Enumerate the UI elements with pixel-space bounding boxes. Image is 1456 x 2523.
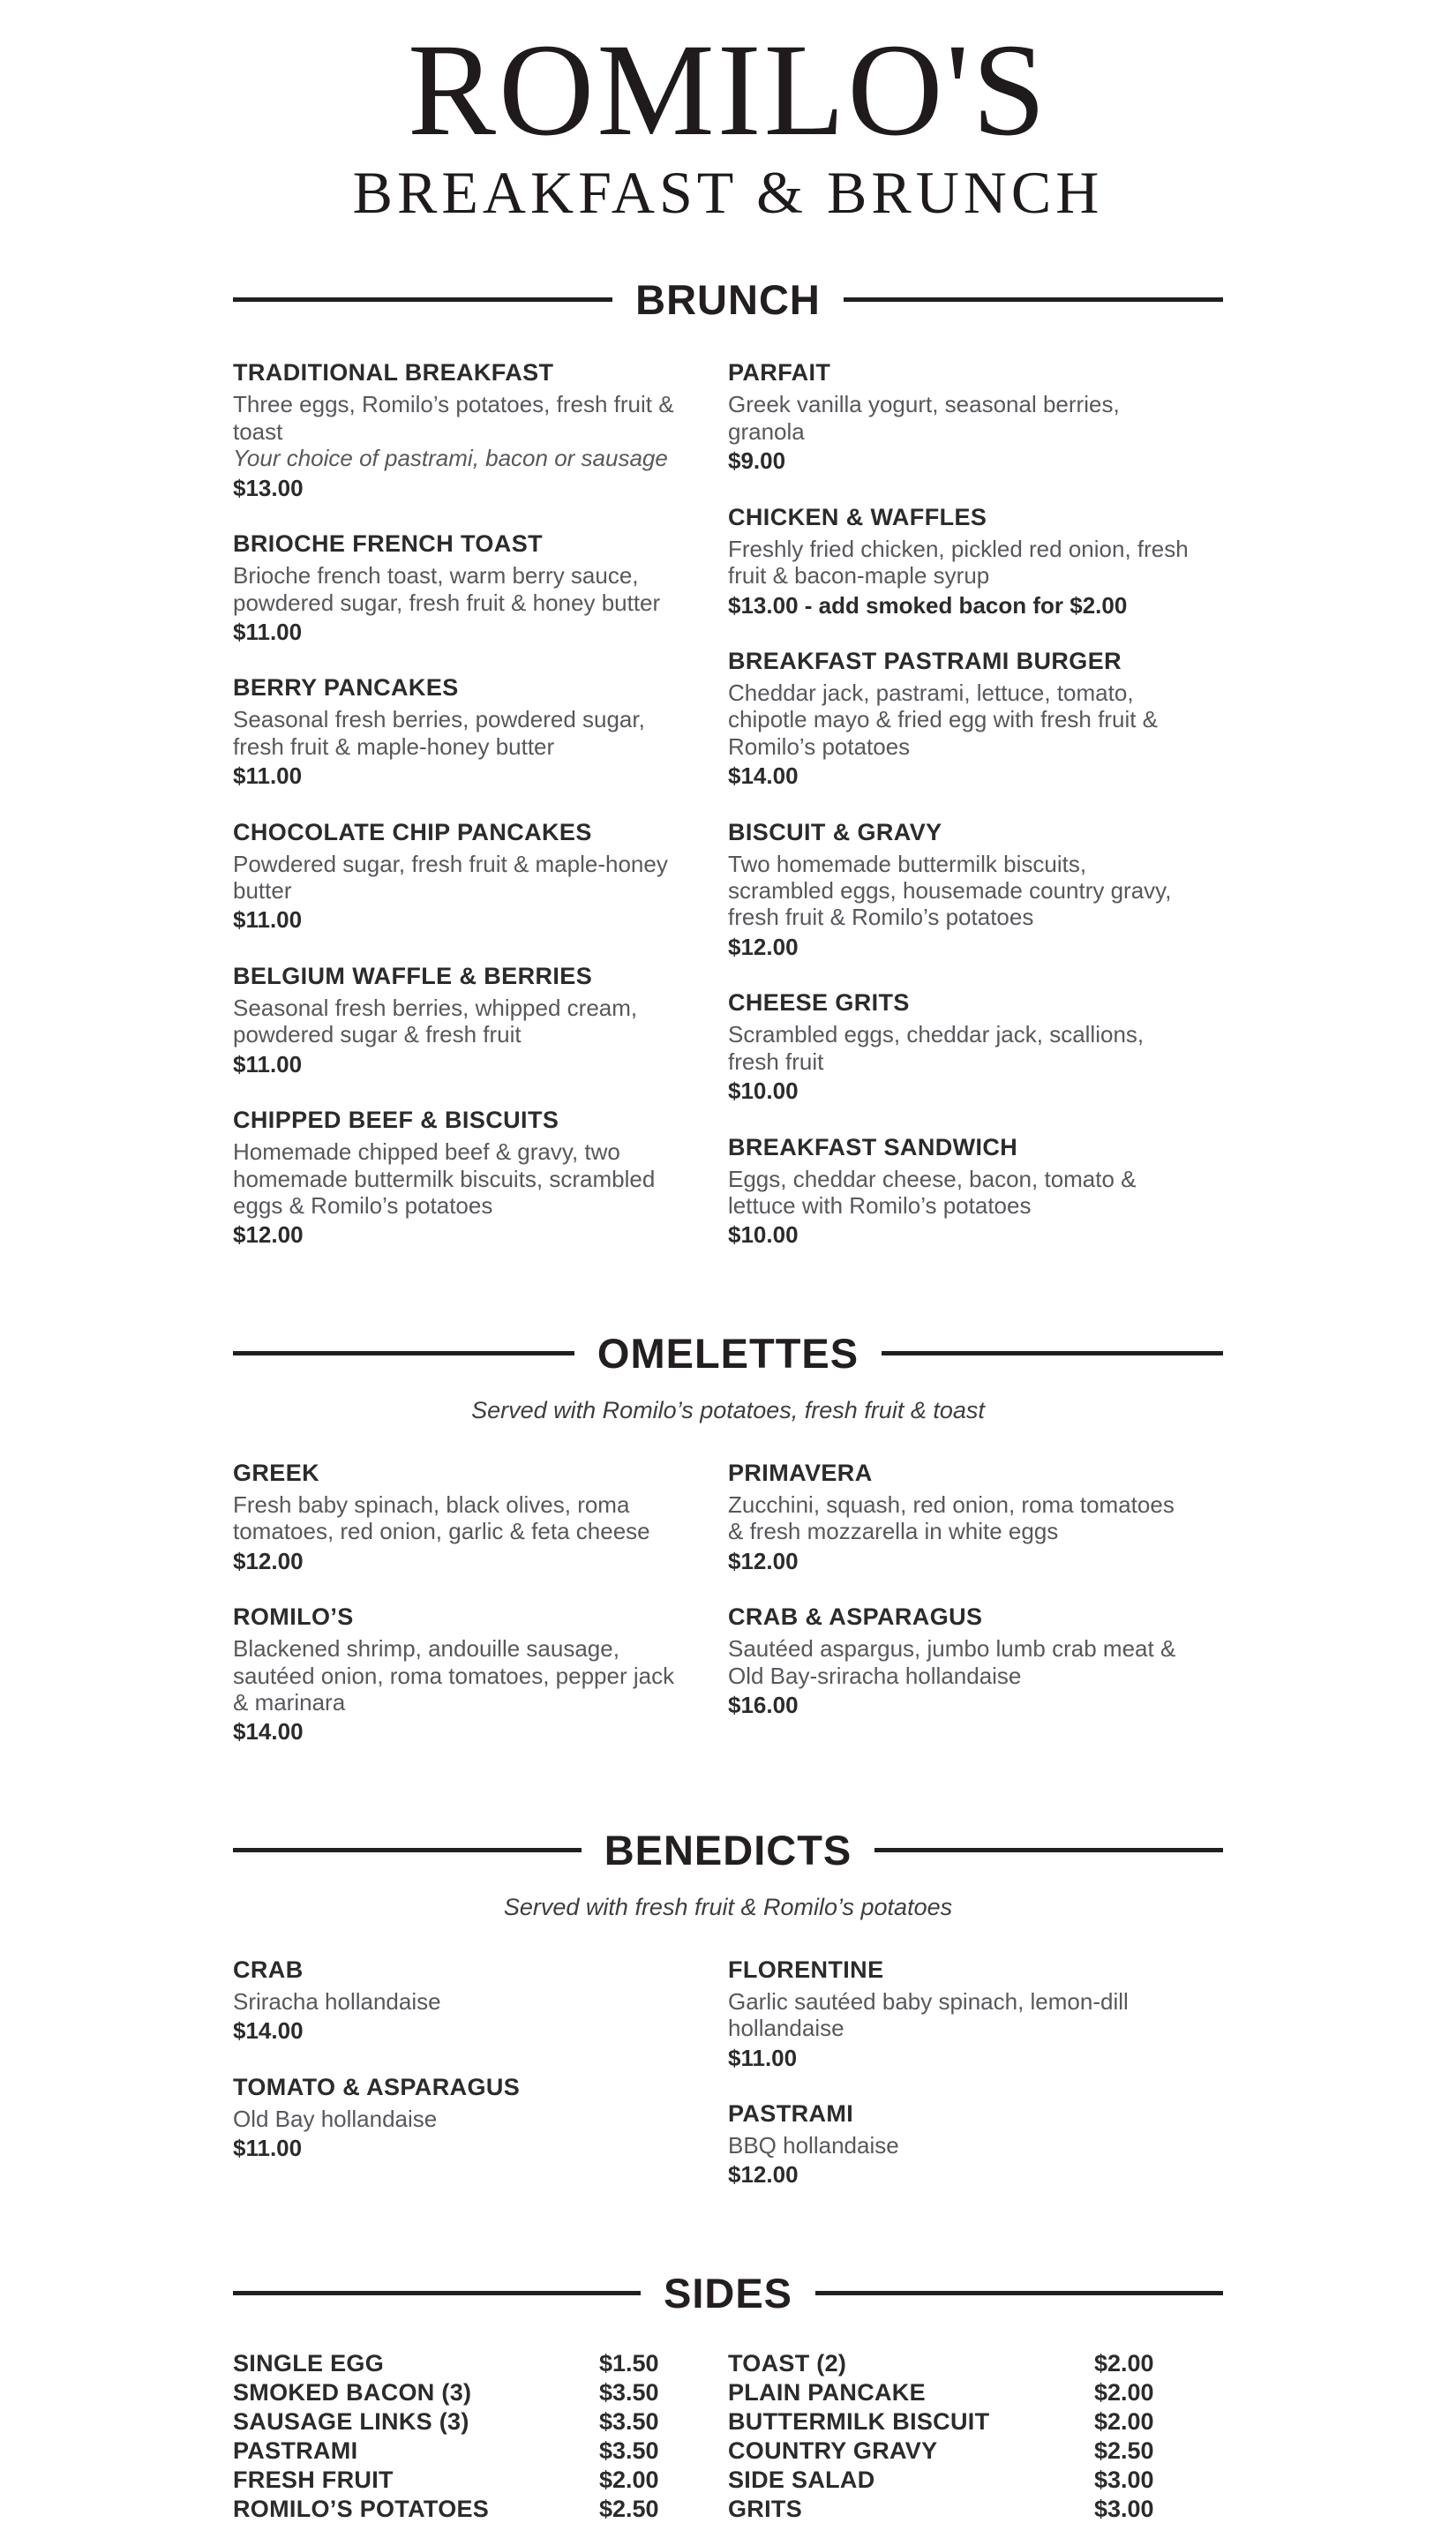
menu-column xyxy=(233,359,728,1277)
side-price: $2.50 xyxy=(599,2495,659,2522)
item-name: PASTRAMI xyxy=(728,2100,854,2127)
item-price: $12.00 xyxy=(728,933,799,960)
menu-item xyxy=(233,1603,694,1746)
item-description: BBQ hollandaise xyxy=(728,2132,899,2159)
side-price: $2.00 xyxy=(599,2466,659,2493)
item-name: BELGIUM WAFFLE & BERRIES xyxy=(233,962,593,989)
brand-header xyxy=(0,0,1456,224)
item-description: Powdered sugar, fresh fruit & maple-honey butter xyxy=(233,850,668,905)
side-name: TOAST (2) xyxy=(728,2349,847,2377)
section-title: OMELETTES xyxy=(597,1329,859,1377)
side-item xyxy=(728,2378,1190,2407)
section-header-omelettes xyxy=(233,1329,1223,1378)
menu-item xyxy=(728,648,1190,790)
item-name: TOMATO & ASPARAGUS xyxy=(233,2073,521,2100)
item-price: $10.00 xyxy=(728,1221,799,1249)
side-price: $3.50 xyxy=(599,2437,659,2464)
item-price: $12.00 xyxy=(233,1221,304,1249)
item-description: Cheddar jack, pastrami, lettuce, tomato, chipotle mayo & fried egg with fresh fruit & Romilo’s potatoes xyxy=(728,679,1159,760)
item-description: Freshly fried chicken, pickled red onion, fresh fruit & bacon-maple syrup xyxy=(728,535,1189,589)
section-divider-left xyxy=(233,2291,641,2295)
side-name: PLAIN PANCAKE xyxy=(728,2378,926,2406)
menu-item xyxy=(233,2074,694,2162)
item-description: Brioche french toast, warm berry sauce, powdered sugar, fresh fruit & honey butter xyxy=(233,562,661,616)
sides-column xyxy=(728,2349,1223,2523)
menu-item xyxy=(728,1603,1190,1718)
item-price: $11.00 xyxy=(233,1050,303,1078)
menu-item xyxy=(728,504,1190,619)
side-item xyxy=(233,2437,694,2466)
item-name: TRADITIONAL BREAKFAST xyxy=(233,359,554,387)
section-divider-right xyxy=(874,1848,1223,1852)
side-name: COUNTRY GRAVY xyxy=(728,2437,938,2464)
section-title: BENEDICTS xyxy=(604,1826,852,1873)
item-name: CRAB xyxy=(233,1956,304,1983)
restaurant-title: ROMILO'S xyxy=(407,17,1049,163)
section-divider-right xyxy=(815,2291,1223,2295)
item-price: $9.00 xyxy=(728,447,786,475)
side-item xyxy=(728,2349,1190,2378)
item-description: Garlic sautéed baby spinach, lemon-dill hollandaise xyxy=(728,1987,1129,2042)
section-benedicts xyxy=(233,1826,1223,2218)
item-name: FLORENTINE xyxy=(728,1956,884,1983)
item-price: $13.00 - add smoked bacon for $2.00 xyxy=(728,591,1128,619)
side-price: $2.00 xyxy=(1094,2349,1154,2377)
menu-column xyxy=(233,1956,728,2218)
item-choice-note: Your choice of pastrami, bacon or sausage xyxy=(233,445,668,472)
item-price: $12.00 xyxy=(728,2161,799,2189)
item-description: Fresh baby spinach, black olives, roma tomatoes, red onion, garlic & feta cheese xyxy=(233,1491,650,1545)
side-item xyxy=(728,2437,1190,2466)
section-divider-right xyxy=(882,1351,1223,1355)
item-name: BREAKFAST PASTRAMI BURGER xyxy=(728,647,1122,674)
item-price: $11.00 xyxy=(233,906,303,934)
sides-column xyxy=(233,2349,728,2523)
item-name: BREAKFAST SANDWICH xyxy=(728,1133,1018,1160)
menu-item xyxy=(233,1956,694,2045)
item-price: $11.00 xyxy=(233,2135,303,2162)
menu-item xyxy=(233,963,694,1078)
side-name: SIDE SALAD xyxy=(728,2466,875,2493)
section-divider-left xyxy=(233,297,612,302)
side-price: $1.50 xyxy=(599,2349,659,2377)
section-title: BRUNCH xyxy=(635,276,821,324)
menu-item xyxy=(728,1460,1190,1574)
section-header-brunch xyxy=(233,275,1223,324)
section-title: SIDES xyxy=(663,2269,793,2317)
menu-item xyxy=(728,2100,1190,2189)
side-name: SAUSAGE LINKS (3) xyxy=(233,2407,469,2435)
item-name: BRIOCHE FRENCH TOAST xyxy=(233,530,544,558)
item-description: Sriracha hollandaise xyxy=(233,1987,441,2015)
side-name: ROMILO’S POTATOES xyxy=(233,2495,490,2522)
restaurant-subtitle: BREAKFAST & BRUNCH xyxy=(352,159,1104,226)
item-name: CHIPPED BEEF & BISCUITS xyxy=(233,1107,559,1134)
item-price: $16.00 xyxy=(728,1691,799,1718)
item-price: $14.00 xyxy=(728,762,799,790)
menu-sections xyxy=(0,275,1456,2523)
section-omelettes xyxy=(233,1329,1223,1775)
item-description: Homemade chipped beef & gravy, two homemade buttermilk biscuits, scrambled eggs & Romilo’s potatoes xyxy=(233,1138,656,1219)
side-price: $3.00 xyxy=(1094,2466,1154,2493)
section-divider-left xyxy=(233,1848,582,1852)
item-name: BISCUIT & GRAVY xyxy=(728,818,942,845)
item-price: $12.00 xyxy=(728,1547,799,1574)
section-header-benedicts xyxy=(233,1826,1223,1874)
item-name: GREEK xyxy=(233,1459,320,1486)
section-brunch xyxy=(233,275,1223,1277)
side-item xyxy=(233,2349,694,2378)
side-item xyxy=(233,2407,694,2437)
item-price: $10.00 xyxy=(728,1078,799,1105)
side-price: $2.00 xyxy=(1094,2407,1154,2435)
section-header-sides xyxy=(233,2269,1223,2317)
menu-item xyxy=(728,359,1190,474)
item-name: PRIMAVERA xyxy=(728,1459,873,1486)
menu-item xyxy=(233,1460,694,1574)
section-divider-right xyxy=(844,297,1223,302)
menu-column xyxy=(728,1956,1223,2218)
item-name: CHICKEN & WAFFLES xyxy=(728,503,987,530)
item-price: $11.00 xyxy=(233,762,303,790)
item-description: Blackened shrimp, andouille sausage, sautéed onion, roma tomatoes, pepper jack & marinara xyxy=(233,1635,675,1716)
item-name: CRAB & ASPARAGUS xyxy=(728,1603,983,1631)
item-description: Two homemade buttermilk biscuits, scrambled eggs, housemade country gravy, fresh fruit & Romilo’s potatoes xyxy=(728,850,1172,931)
menu-item xyxy=(728,989,1190,1104)
menu-item xyxy=(728,1134,1190,1249)
item-description: Three eggs, Romilo’s potatoes, fresh fruit & toast xyxy=(233,391,674,445)
item-name: PARFAIT xyxy=(728,359,831,387)
side-name: FRESH FRUIT xyxy=(233,2466,394,2493)
menu-column xyxy=(728,359,1223,1277)
item-description: Old Bay hollandaise xyxy=(233,2105,438,2132)
item-price: $14.00 xyxy=(233,2017,304,2045)
menu-column xyxy=(728,1460,1223,1775)
item-description: Scrambled eggs, cheddar jack, scallions, fresh fruit xyxy=(728,1021,1145,1075)
menu-column xyxy=(233,1460,728,1775)
item-description: Seasonal fresh berries, powdered sugar, fresh fruit & maple-honey butter xyxy=(233,706,645,760)
item-price: $12.00 xyxy=(233,1547,304,1574)
side-item xyxy=(233,2466,694,2495)
item-name: CHEESE GRITS xyxy=(728,989,910,1017)
menu-item xyxy=(233,1107,694,1249)
section-divider-left xyxy=(233,1351,574,1355)
side-item xyxy=(728,2466,1190,2495)
side-price: $2.50 xyxy=(1094,2437,1154,2464)
section-columns xyxy=(233,359,1223,1277)
menu-item xyxy=(728,1956,1190,2071)
item-name: BERRY PANCAKES xyxy=(233,674,459,702)
section-note: Served with Romilo’s potatoes, fresh fruit & toast xyxy=(471,1396,985,1423)
item-price: $13.00 xyxy=(233,474,304,501)
section-note: Served with fresh fruit & Romilo’s potatoes xyxy=(503,1893,953,1920)
item-description: Sautéed aspargus, jumbo lumb crab meat & Old Bay-sriracha hollandaise xyxy=(728,1635,1176,1689)
side-name: PASTRAMI xyxy=(233,2437,358,2464)
item-description: Greek vanilla yogurt, seasonal berries, granola xyxy=(728,391,1120,445)
side-item xyxy=(728,2407,1190,2437)
item-description: Eggs, cheddar cheese, bacon, tomato & lettuce with Romilo’s potatoes xyxy=(728,1165,1137,1219)
item-description: Seasonal fresh berries, whipped cream, powdered sugar & fresh fruit xyxy=(233,994,638,1048)
side-name: SINGLE EGG xyxy=(233,2349,385,2377)
item-name: ROMILO’S xyxy=(233,1603,354,1631)
menu-item xyxy=(728,819,1190,961)
side-price: $3.00 xyxy=(1094,2495,1154,2522)
side-name: BUTTERMILK BISCUIT xyxy=(728,2407,990,2435)
side-price: $3.50 xyxy=(599,2407,659,2435)
item-price: $14.00 xyxy=(233,1718,304,1746)
side-item xyxy=(233,2378,694,2407)
side-name: GRITS xyxy=(728,2495,803,2522)
side-price: $2.00 xyxy=(1094,2378,1154,2406)
section-sides xyxy=(233,2269,1223,2523)
menu-item xyxy=(233,674,694,789)
item-name: CHOCOLATE CHIP PANCAKES xyxy=(233,818,592,845)
item-description: Zucchini, squash, red onion, roma tomatoes & fresh mozzarella in white eggs xyxy=(728,1491,1175,1545)
item-price: $11.00 xyxy=(728,2044,798,2071)
side-item xyxy=(728,2495,1190,2523)
item-price: $11.00 xyxy=(233,618,303,645)
menu-item xyxy=(233,819,694,934)
menu-item xyxy=(233,359,694,501)
side-price: $3.50 xyxy=(599,2378,659,2406)
menu-item xyxy=(233,530,694,645)
side-name: SMOKED BACON (3) xyxy=(233,2378,472,2406)
sides-columns xyxy=(233,2349,1223,2523)
side-item xyxy=(233,2495,694,2523)
section-columns xyxy=(233,1460,1223,1775)
section-columns xyxy=(233,1956,1223,2218)
